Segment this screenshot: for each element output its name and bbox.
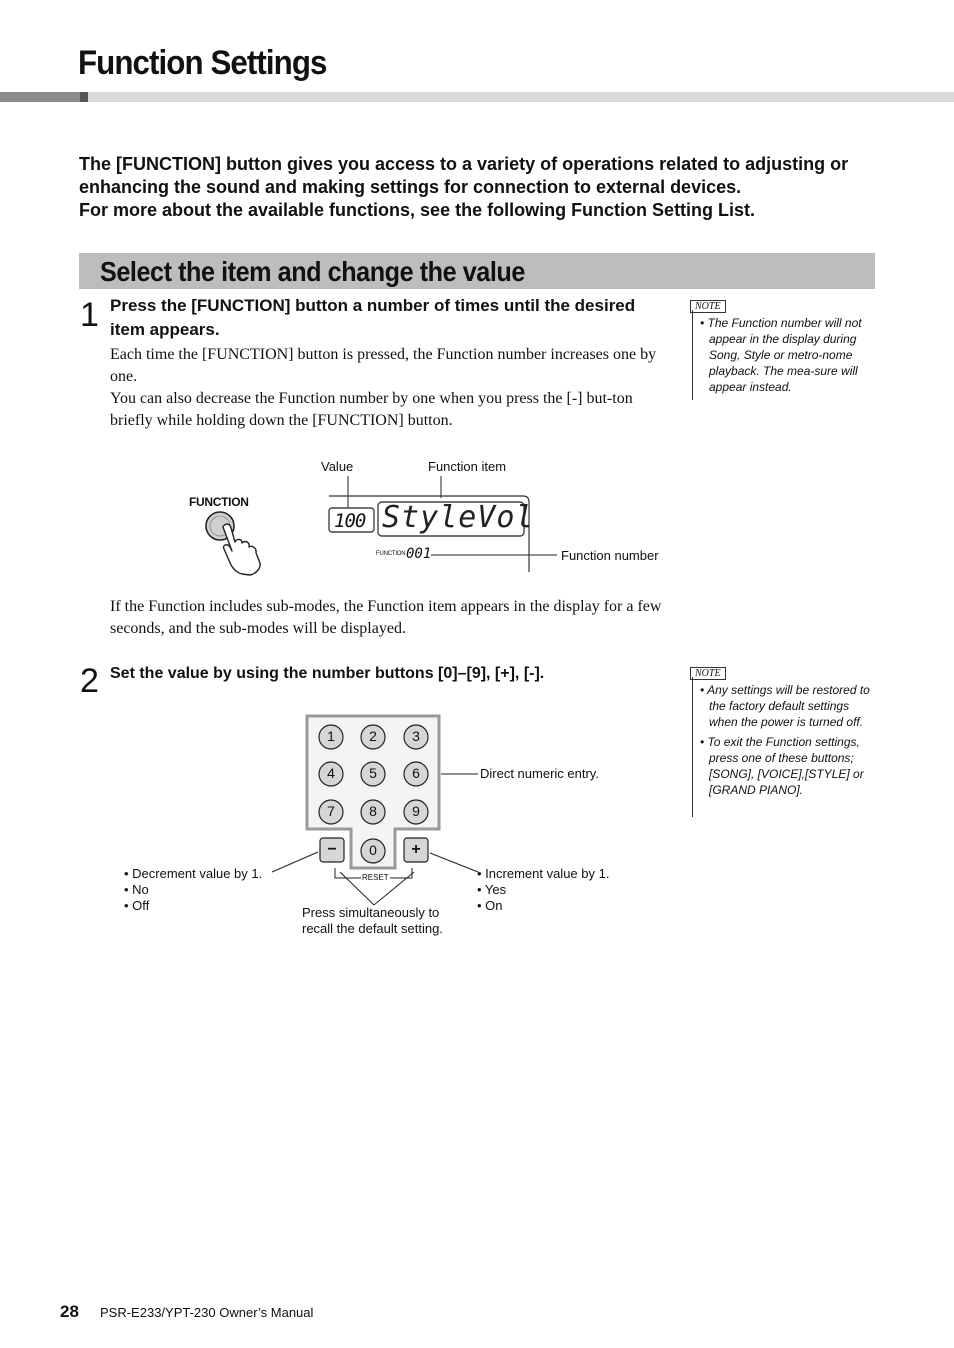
reset-label: RESET xyxy=(362,873,389,882)
page-title: Function Settings xyxy=(78,44,327,82)
press-simultaneously-line: recall the default setting. xyxy=(302,921,443,936)
increment-line: • Yes xyxy=(477,882,507,897)
step-number: 2 xyxy=(80,662,99,700)
increment-callout xyxy=(477,866,609,914)
note-text xyxy=(700,682,878,802)
key-6[interactable]: 6 xyxy=(412,765,420,781)
note-text xyxy=(700,315,878,399)
manual-name: PSR-E233/YPT-230 Owner’s Manual xyxy=(100,1305,314,1320)
function-button-label: FUNCTION xyxy=(189,495,249,509)
decrement-line: • No xyxy=(124,882,149,897)
decrement-line: • Decrement value by 1. xyxy=(124,866,263,881)
value-callout: Value xyxy=(321,459,354,474)
note-badge: NOTE xyxy=(690,667,726,680)
step-body-paragraph: You can also decrease the Function number by one when you press the [-] but-ton briefly while holding down the [FUNCTION] button. xyxy=(110,390,633,429)
press-simultaneously-callout xyxy=(302,905,443,937)
increment-line: • Increment value by 1. xyxy=(477,866,610,881)
section-title: Select the item and change the value xyxy=(100,256,525,287)
step-number: 1 xyxy=(80,296,99,334)
note-rule xyxy=(692,310,693,400)
step-body-paragraph: Each time the [FUNCTION] button is pressed, the Function number increases one by one. xyxy=(110,346,657,385)
key-5[interactable]: 5 xyxy=(369,765,377,781)
function-item-callout: Function item xyxy=(428,459,507,474)
keypad-callout-lines xyxy=(260,760,490,920)
note-item: • Any settings will be restored to the factory default settings when the power is turned off. xyxy=(700,683,870,729)
header-rule xyxy=(0,92,80,102)
key-8[interactable]: 8 xyxy=(369,803,377,819)
step-body xyxy=(110,344,670,432)
page-number: 28 xyxy=(60,1302,79,1321)
intro-text xyxy=(79,153,889,222)
function-number-callout: Function number xyxy=(561,548,659,563)
key-0[interactable]: 0 xyxy=(369,842,377,858)
step-heading: Set the value by using the number buttons [0]–[9], [+], [-]. xyxy=(110,665,545,682)
note-item: • To exit the Function settings, press one of these buttons; [SONG], [VOICE],[STYLE] or [GRAND PIANO]. xyxy=(700,735,864,797)
display-function-tag: FUNCTION xyxy=(376,551,406,557)
direct-entry-callout: Direct numeric entry. xyxy=(480,766,599,781)
header-rule-light xyxy=(88,92,954,102)
minus-key[interactable]: − xyxy=(327,841,337,858)
display-value-readout: 100 xyxy=(334,510,366,532)
key-1[interactable]: 1 xyxy=(327,728,335,744)
note-item: • The Function number will not appear in the display during Song, Style or metro-nome playback. The mea-sure will appear instead. xyxy=(700,316,862,394)
intro-paragraph: The [FUNCTION] button gives you access to a variety of operations related to adjusting or enhancing the sound and making settings for connection to external devices. xyxy=(79,154,849,197)
key-7[interactable]: 7 xyxy=(327,803,335,819)
decrement-callout xyxy=(124,866,262,914)
key-4[interactable]: 4 xyxy=(327,765,335,781)
increment-line: • On xyxy=(477,898,503,913)
submodes-paragraph: If the Function includes sub-modes, the Function item appears in the display for a few seconds, and the sub-modes will be displayed. xyxy=(110,598,662,637)
plus-key[interactable]: + xyxy=(411,841,421,858)
header-rule-mark xyxy=(80,92,88,102)
intro-paragraph: For more about the available functions, see the following Function Setting List. xyxy=(79,200,756,220)
note-rule xyxy=(692,677,693,817)
decrement-line: • Off xyxy=(124,898,150,913)
display-item-readout: StyleVol xyxy=(382,500,535,535)
function-button-illustration xyxy=(190,505,270,577)
step-heading: Press the [FUNCTION] button a number of times until the desired item appears. xyxy=(110,296,636,339)
key-9[interactable]: 9 xyxy=(412,803,420,819)
pointing-hand-icon xyxy=(223,524,260,575)
display-number-readout: 001 xyxy=(406,546,432,562)
press-simultaneously-line: Press simultaneously to xyxy=(302,905,440,920)
note-badge: NOTE xyxy=(690,300,726,313)
key-3[interactable]: 3 xyxy=(412,728,420,744)
key-2[interactable]: 2 xyxy=(369,728,377,744)
